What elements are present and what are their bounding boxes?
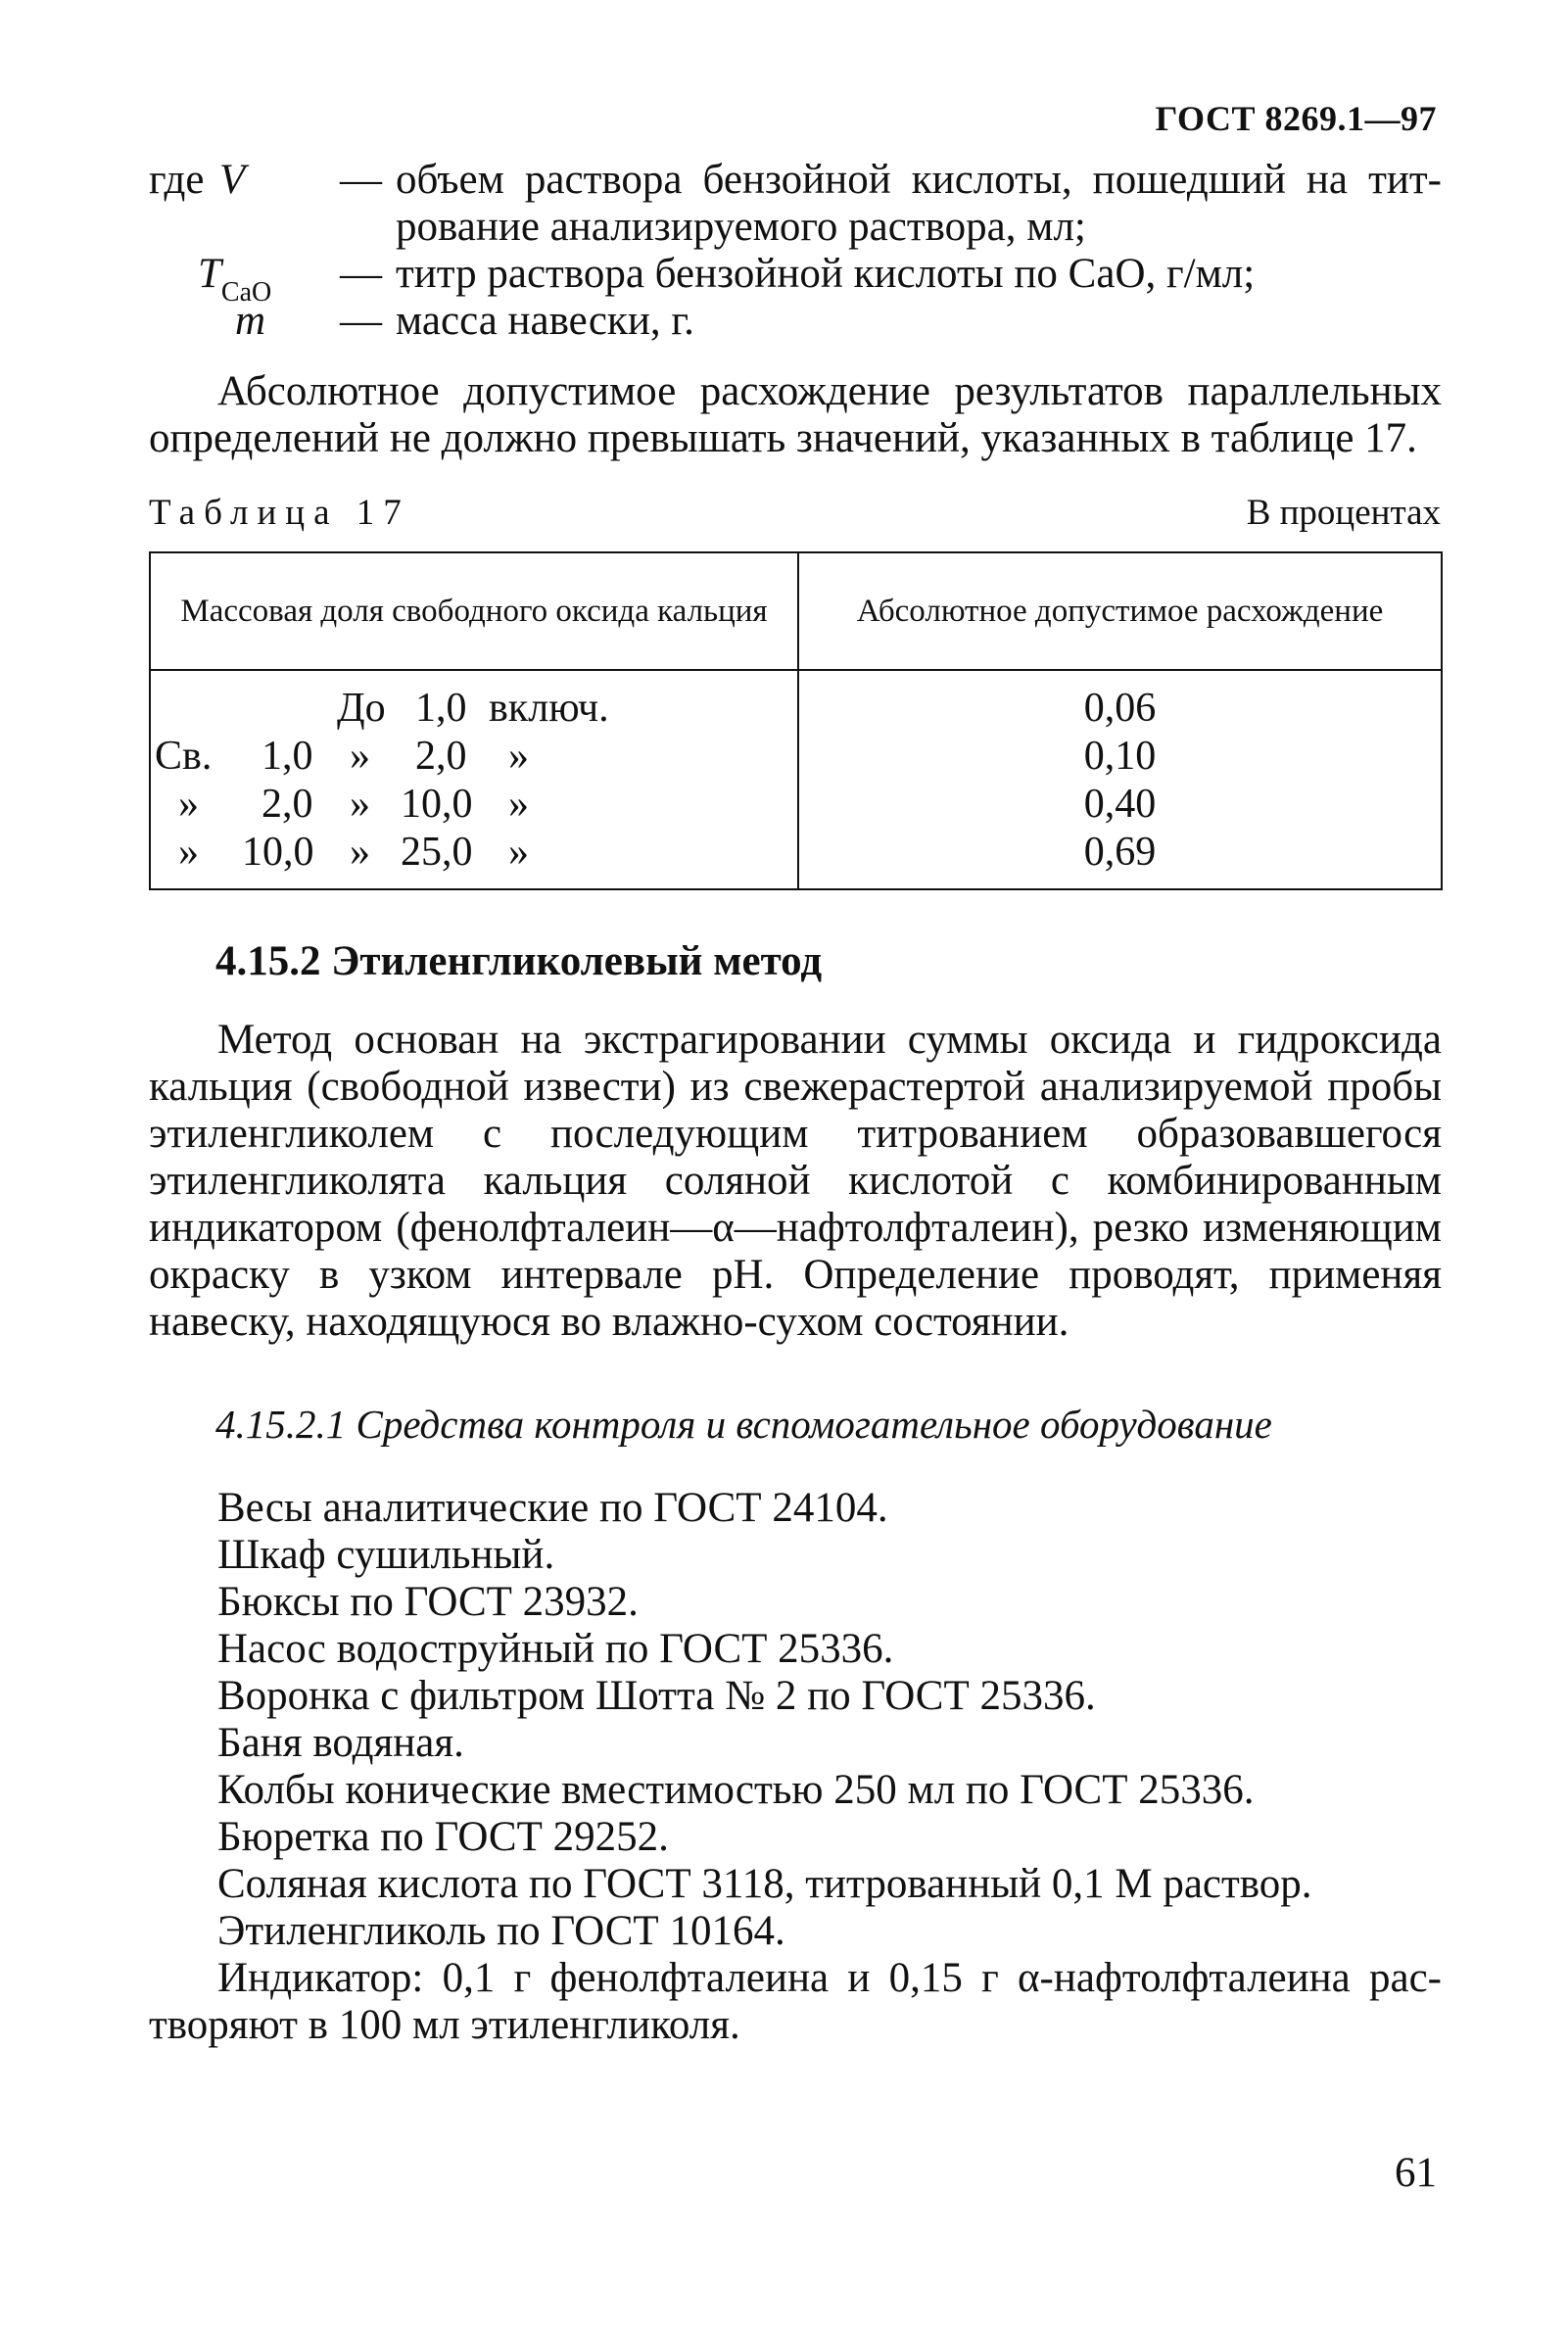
table-row bbox=[150, 670, 1442, 733]
symbol-v: V bbox=[219, 157, 246, 203]
range-mark: » bbox=[350, 734, 370, 779]
table-row bbox=[150, 733, 1442, 781]
symbol-t: $T_{CaO}$ bbox=[198, 251, 272, 308]
page-number: 61 bbox=[1395, 2150, 1437, 2196]
definition-intro: где bbox=[149, 157, 205, 203]
paragraph-tolerance: Абсолютное допустимое расхождение результатов параллельных определений не должно превышать значений, указанных в таблице 17. bbox=[149, 368, 1442, 461]
table-cell-value: 0,10 bbox=[798, 733, 1442, 781]
list-item: Бюретка по ГОСТ 29252. bbox=[217, 1814, 669, 1860]
table-cell-value: 0,69 bbox=[798, 829, 1442, 889]
table-header-mass-fraction: Массовая доля свободного оксида кальция bbox=[150, 552, 798, 670]
list-item-indicator-continuation: творяют в 100 мл этиленгликоля. bbox=[149, 2002, 740, 2048]
definition-v-line1: объем раствора бензойной кислоты, пошедший на тит- bbox=[396, 157, 1442, 203]
table-row bbox=[150, 829, 1442, 889]
table-17 bbox=[149, 551, 1443, 890]
range-value-2: 10,0 bbox=[401, 782, 473, 827]
range-value-2: включ. bbox=[489, 686, 609, 731]
table-cell-range bbox=[150, 781, 798, 829]
table-cell-value: 0,06 bbox=[798, 670, 1442, 733]
definition-t bbox=[149, 251, 1442, 308]
table-cell-value: 0,40 bbox=[798, 781, 1442, 829]
section-4-15-2-body: Метод основан на экстрагировании суммы оксида и гидроксида кальция (свободной извести) из свежерастертой анализируемой пробы этиленгликолем с последующим титрованием образовавшегося этиленгликолята кальция соляной кислотой с комбинированным индикатором (фенолфталеин—α—нафтолфталеин), резко изменяющим окраску в узком интервале pH. Определение проводят, применяя навеску, находящуюся во влажно-сухом состоянии. bbox=[149, 1017, 1442, 1345]
definition-v-continuation bbox=[149, 204, 1442, 251]
table-header-tolerance: Абсолютное допустимое расхождение bbox=[798, 552, 1442, 670]
section-heading-4-15-2: 4.15.2 Этиленгликолевый метод bbox=[215, 938, 823, 984]
list-item: Соляная кислота по ГОСТ 3118, титрованный 0,1 М раствор. bbox=[217, 1861, 1312, 1907]
range-cell bbox=[151, 829, 797, 877]
definition-v-line2: рование анализируемого раствора, мл; bbox=[396, 204, 1086, 250]
range-cell bbox=[151, 733, 797, 781]
list-item: Шкаф сушильный. bbox=[217, 1532, 555, 1578]
list-item: Баня водяная. bbox=[217, 1720, 464, 1766]
table-unit: В процентах bbox=[1246, 493, 1441, 533]
table-header-row bbox=[150, 552, 1442, 670]
list-item: Бюксы по ГОСТ 23932. bbox=[217, 1579, 639, 1625]
range-prefix: Св. bbox=[155, 734, 213, 779]
definition-m-text: масса навески, г. bbox=[396, 298, 694, 344]
range-value-1: 1,0 bbox=[415, 686, 467, 731]
range-value-2: 25,0 bbox=[401, 830, 473, 875]
document-code-header: ГОСТ 8269.1—97 bbox=[1155, 99, 1437, 138]
range-value-1: 10,0 bbox=[242, 830, 314, 875]
range-from: До bbox=[337, 686, 386, 731]
definition-dash: — bbox=[340, 157, 382, 203]
definition-dash: — bbox=[340, 251, 382, 297]
table-cell-range bbox=[150, 829, 798, 889]
range-value-2: 2,0 bbox=[415, 734, 467, 779]
table-cell-range bbox=[150, 733, 798, 781]
range-prefix: » bbox=[178, 782, 199, 827]
definition-m bbox=[149, 298, 1442, 345]
list-item: Насос водоструйный по ГОСТ 25336. bbox=[217, 1626, 894, 1672]
range-value-1: 1,0 bbox=[261, 734, 313, 779]
range-mark: » bbox=[350, 782, 370, 827]
list-item: Этиленгликоль по ГОСТ 10164. bbox=[217, 1908, 785, 1954]
range-cell bbox=[151, 685, 797, 733]
list-item-indicator: Индикатор: 0,1 г фенолфталеина и 0,15 г α-нафтолфталеина рас- bbox=[217, 1955, 1442, 2001]
symbol-t-subscript: CaO bbox=[220, 277, 272, 308]
list-item: Весы аналитические по ГОСТ 24104. bbox=[217, 1485, 888, 1531]
section-heading-4-15-2-1: 4.15.2.1 Средства контроля и вспомогательное оборудование bbox=[215, 1402, 1272, 1447]
definition-t-text: титр раствора бензойной кислоты по CaO, г/мл; bbox=[396, 251, 1256, 297]
definition-dash: — bbox=[340, 298, 382, 344]
definition-v bbox=[149, 157, 1442, 204]
range-end-mark: » bbox=[508, 734, 529, 779]
range-value-1: 2,0 bbox=[261, 782, 313, 827]
equipment-list bbox=[149, 1485, 1442, 2049]
range-cell bbox=[151, 781, 797, 829]
variable-definitions bbox=[149, 157, 1442, 345]
table-row bbox=[150, 781, 1442, 829]
range-end-mark: » bbox=[508, 782, 529, 827]
table-caption: Таблица 17 bbox=[149, 493, 410, 533]
range-prefix: » bbox=[178, 830, 199, 875]
symbol-m: m bbox=[235, 298, 266, 344]
range-mark: » bbox=[350, 830, 370, 875]
list-item: Колбы конические вместимостью 250 мл по ГОСТ 25336. bbox=[217, 1767, 1255, 1813]
range-end-mark: » bbox=[508, 830, 529, 875]
table-cell-range bbox=[150, 670, 798, 733]
list-item: Воронка с фильтром Шотта № 2 по ГОСТ 25336. bbox=[217, 1673, 1096, 1719]
